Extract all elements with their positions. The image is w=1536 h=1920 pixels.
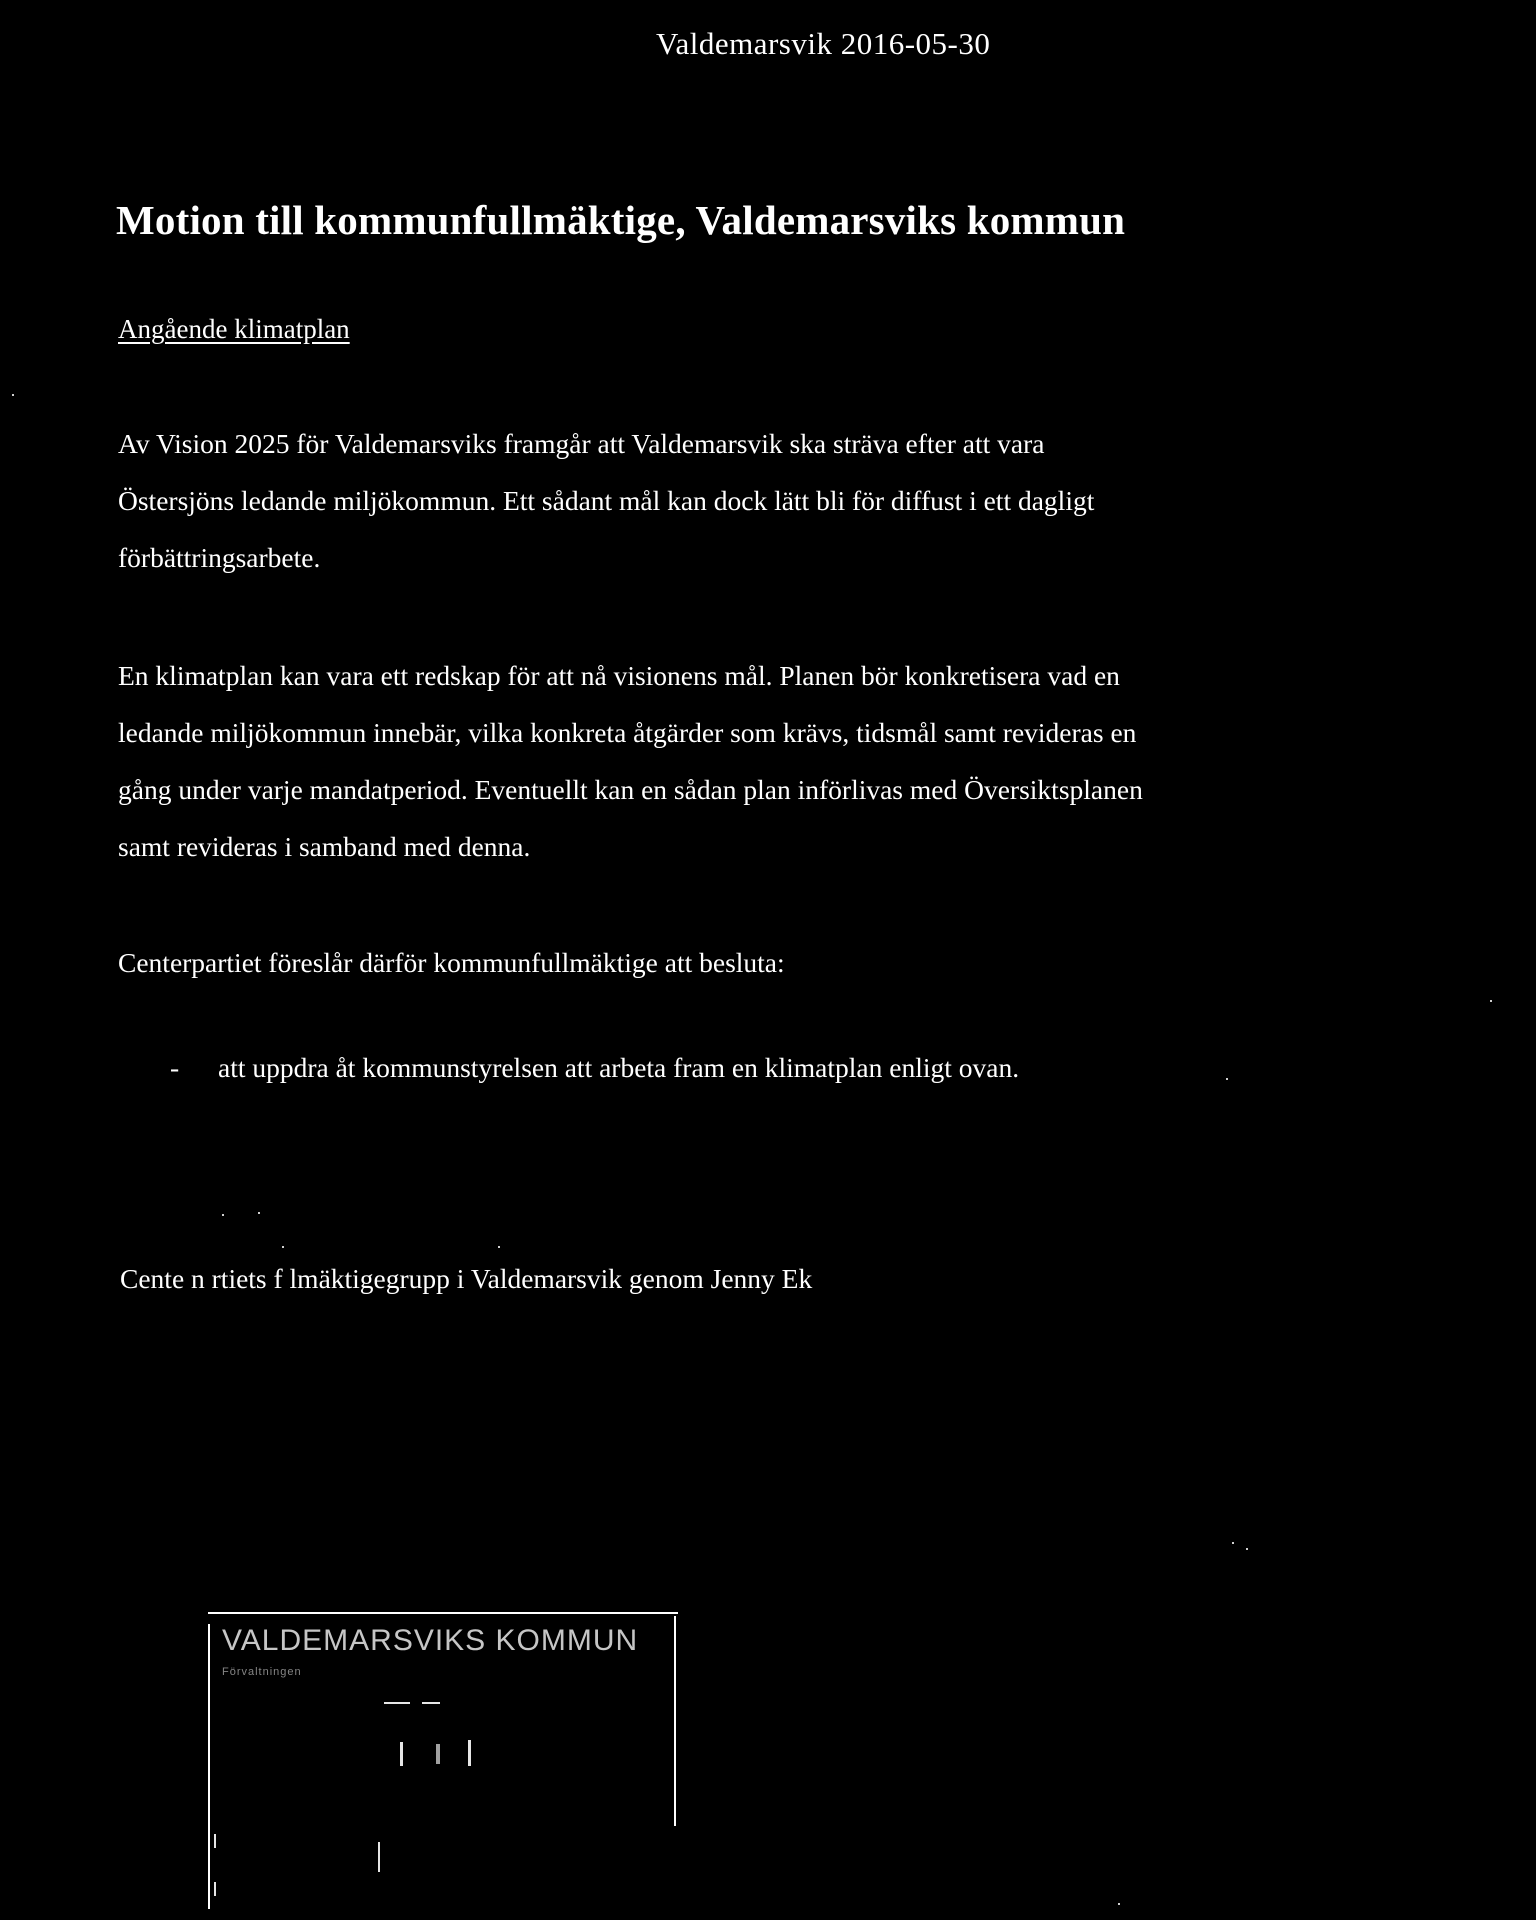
stamp-organization: VALDEMARSVIKS KOMMUN [222,1624,639,1657]
scan-speck [258,1212,260,1214]
stamp-rule [422,1702,440,1704]
scan-speck [1226,1078,1228,1080]
paragraph-climate-plan [118,647,1368,875]
scan-speck [222,1214,224,1216]
paragraph-line: samt revideras i samband med denna. [118,831,531,862]
paragraph-proposal [118,934,1368,991]
paragraph-line: Av Vision 2025 för Valdemarsviks framgår att Valdemarsvik ska sträva efter att vara [118,428,1045,459]
paragraph-line: ledande miljökommun innebär, vilka konkreta åtgärder som krävs, tidsmål samt revideras en [118,717,1137,748]
stamp-border-right [674,1616,676,1826]
stamp-rule [384,1702,410,1704]
signature-line: Cente n rtiets f lmäktigegrupp i Valdemarsvik genom Jenny Ek [120,1263,813,1294]
stamp-date-mark [214,1834,216,1848]
paragraph-vision [118,415,1368,586]
bullet-marker: - [170,1052,180,1083]
scan-speck [12,394,14,396]
scan-speck [1118,1903,1120,1905]
paragraph-line: förbättringsarbete. [118,542,321,573]
scan-speck [1232,1542,1234,1544]
paragraph-line: gång under varje mandatperiod. Eventuellt kan en sådan plan införlivas med Översiktsplanen [118,774,1143,805]
document-date: Valdemarsvik 2016-05-30 [656,26,991,61]
scan-speck [1490,1000,1492,1002]
stamp-border-top [208,1612,678,1614]
stamp-date-mark [378,1842,380,1872]
received-stamp [208,1612,678,1912]
stamp-border-left [208,1624,210,1909]
scan-speck [1246,1548,1248,1550]
paragraph-line: En klimatplan kan vara ett redskap för att nå visionens mål. Planen bör konkretisera vad en [118,660,1120,691]
scan-speck [498,1246,500,1248]
stamp-subtitle: Förvaltningen [222,1666,302,1678]
stamp-date-mark [468,1740,471,1766]
subject-heading: Angående klimatplan [118,314,350,344]
scan-speck [282,1246,284,1248]
stamp-date-mark [214,1882,216,1896]
proposal-bullet [170,1052,1019,1084]
document-title: Motion till kommunfullmäktige, Valdemarsviks kommun [116,197,1126,243]
paragraph-line: Östersjöns ledande miljökommun. Ett sådant mål kan dock lätt bli för diffust i ett dagligt [118,485,1095,516]
paragraph-line: Centerpartiet föreslår därför kommunfullmäktige att besluta: [118,947,785,978]
stamp-date-mark [436,1744,440,1764]
bullet-text: att uppdra åt kommunstyrelsen att arbeta fram en klimatplan enligt ovan. [218,1052,1020,1083]
stamp-date-mark [400,1742,403,1766]
